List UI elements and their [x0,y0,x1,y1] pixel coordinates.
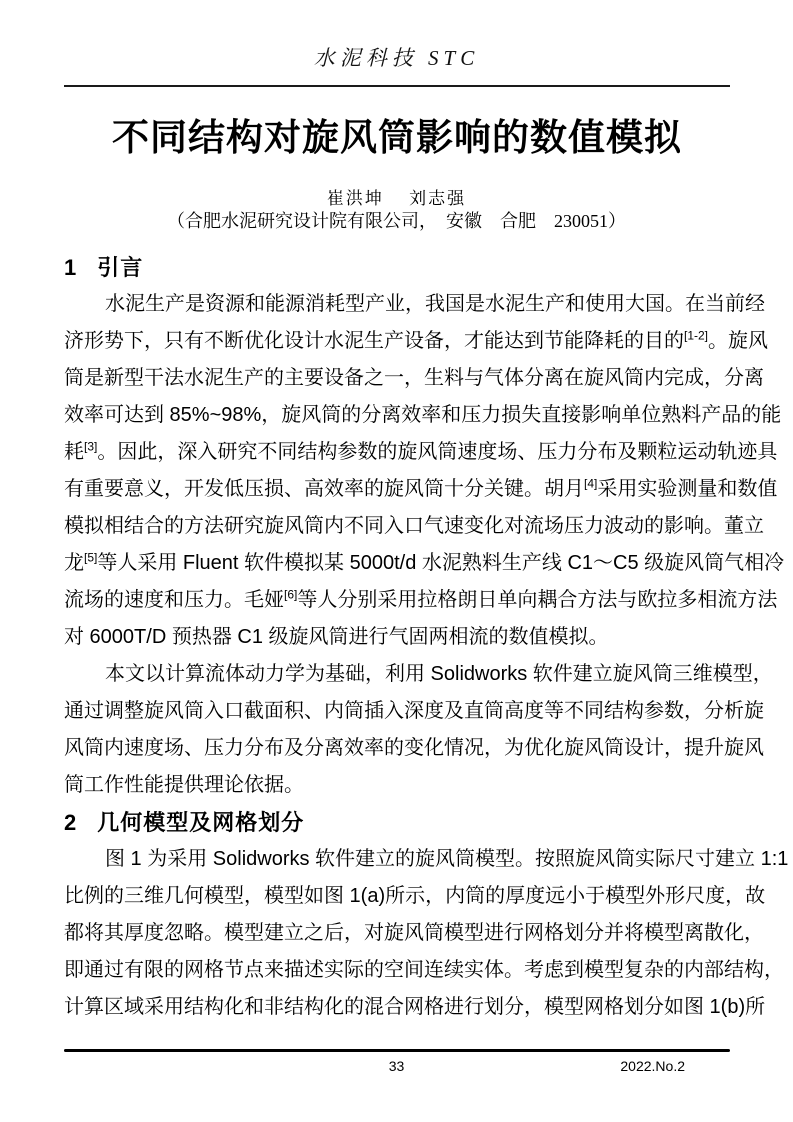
article-title: 不同结构对旋风筒影响的数值模拟 [112,117,682,158]
article-body [64,249,789,1026]
page-number: 33 [388,1058,405,1074]
section-2-title: 几何模型及网格划分 [97,810,305,835]
text-line: 筒是新型干法水泥生产的主要设备之一，生料与气体分离在旋风筒内完成，分离 [64,367,764,389]
text-line: 对 6000T/D 预热器 C1 级旋风筒进行气固两相流的数值模拟。 [64,626,609,648]
affiliation-line: （合肥水泥研究设计院有限公司， 安徽 合肥 230051） [167,211,626,231]
text-line: 济形势下，只有不断优化设计水泥生产设备，才能达到节能降耗的目的[1-2]。旋风 [64,328,769,352]
section-1-number: 1 [64,255,78,280]
text-line: 龙[5]等人采用 Fluent 软件模拟某 5000t/d 水泥熟料生产线 C1～C5 级旋风筒气相冷 [64,550,785,574]
section-1-heading [64,249,730,286]
text-line: 本文以计算流体动力学为基础，利用 Solidworks 软件建立旋风筒三维模型， [105,663,773,685]
footer-rule [64,1049,730,1052]
text-line: 图 1 为采用 Solidworks 软件建立的旋风筒模型。按照旋风筒实际尺寸建立 1:1 [105,848,789,870]
text-line: 筒工作性能提供理论依据。 [64,774,304,796]
text-line: 通过调整旋风筒入口截面积、内筒插入深度及直筒高度等不同结构参数，分析旋 [64,700,764,722]
text-line: 比例的三维几何模型，模型如图 1(a)所示，内筒的厚度远小于模型外形尺度，故 [64,885,766,907]
section-1-title: 引言 [97,255,144,280]
text-line: 模拟相结合的方法研究旋风筒内不同入口气速变化对流场压力波动的影响。董立 [64,515,764,537]
issue-number: 2022.No.2 [620,1058,685,1074]
section-2-heading [64,804,730,841]
section-2-number: 2 [64,810,78,835]
text-line: 有重要意义，开发低压损、高效率的旋风筒十分关键。胡月[4]采用实验测量和数值 [64,476,778,500]
text-line: 都将其厚度忽略。模型建立之后，对旋风筒模型进行网格划分并将模型离散化， [64,922,764,944]
text-line: 流场的速度和压力。毛娅[6]等人分别采用拉格朗日单向耦合方法与欧拉多相流方法 [64,587,778,611]
journal-masthead: 水泥科技 STC [313,46,480,70]
text-line: 水泥生产是资源和能源消耗型产业，我国是水泥生产和使用大国。在当前经 [105,293,765,315]
text-line: 效率可达到 85%~98%，旋风筒的分离效率和压力损失直接影响单位熟料产品的能 [64,404,782,426]
header-rule [64,85,730,87]
text-line: 耗[3]。因此，深入研究不同结构参数的旋风筒速度场、压力分布及颗粒运动轨迹具 [64,439,778,463]
authors-line: 崔洪坤 刘志强 [326,189,467,208]
text-line: 风筒内速度场、压力分布及分离效率的变化情况，为优化旋风筒设计，提升旋风 [64,737,764,759]
text-line: 计算区域采用结构化和非结构化的混合网格进行划分，模型网格划分如图 1(b)所 [64,996,766,1018]
text-line: 即通过有限的网格节点来描述实际的空间连续实体。考虑到模型复杂的内部结构， [64,959,784,981]
